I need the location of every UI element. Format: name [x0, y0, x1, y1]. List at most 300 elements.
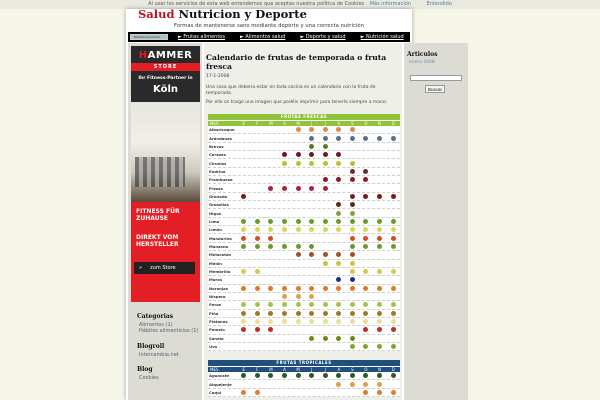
month-cell — [237, 302, 251, 307]
fruit-icon — [268, 373, 273, 378]
top-nav — [128, 32, 410, 42]
month-cell — [332, 211, 346, 216]
fruit-icon — [336, 152, 341, 157]
fruit-icon — [296, 152, 301, 157]
fruit-icon — [336, 161, 341, 166]
fruit-icon — [363, 302, 368, 307]
fruit-icon — [255, 227, 260, 232]
month-cell — [332, 252, 346, 257]
fruit-icon — [350, 373, 355, 378]
fruit-icon — [309, 161, 314, 166]
fruit-icon — [363, 177, 368, 182]
fruit-icon — [309, 319, 314, 324]
fruit-icon — [255, 311, 260, 316]
fruit-icon — [391, 227, 396, 232]
fruit-name: Brevas — [209, 143, 224, 149]
fruit-row — [208, 310, 400, 318]
ad-manager-box[interactable]: Gestión anuncios — [130, 34, 168, 40]
fruit-name: Lima — [209, 218, 220, 224]
fruit-icon — [391, 390, 396, 395]
fruit-row — [208, 201, 400, 209]
nav-nutricion-salud[interactable]: ► Nutrición salud — [360, 34, 404, 40]
zum-store-button[interactable]: » zum Store — [134, 262, 195, 274]
fruit-icon — [268, 236, 273, 241]
month-cell — [373, 327, 387, 332]
archive-link[interactable]: enero 2008 — [409, 60, 435, 65]
blogroll-link[interactable]: Intercambia.net — [139, 352, 179, 358]
fruit-icon — [377, 244, 382, 249]
month-cell — [305, 373, 319, 378]
tropical-calendar-header: FRUTAS TROPICALES — [208, 360, 400, 366]
month-cell — [346, 382, 360, 387]
month-cell — [305, 252, 319, 257]
fruit-icon — [323, 311, 328, 316]
fruit-icon — [323, 186, 328, 191]
mes-label: MES — [210, 121, 219, 126]
month-label: M — [269, 121, 273, 126]
category-alimentos[interactable]: Alimentos (1) — [139, 322, 173, 328]
month-cell — [291, 373, 305, 378]
blogroll-section — [137, 343, 179, 358]
fruit-row — [208, 159, 400, 167]
month-cell — [359, 382, 373, 387]
month-cell — [359, 227, 373, 232]
month-cell — [237, 227, 251, 232]
fruit-row — [208, 218, 400, 226]
fruit-icon — [350, 236, 355, 241]
fruit-icon — [282, 294, 287, 299]
fruit-icon — [363, 382, 368, 387]
fruit-icon — [296, 319, 301, 324]
fruit-icon — [377, 373, 382, 378]
fruit-icon — [350, 319, 355, 324]
month-cell — [373, 302, 387, 307]
fruit-icon — [323, 302, 328, 307]
fruit-icon — [377, 327, 382, 332]
fruit-icon — [336, 252, 341, 257]
fruit-icon — [336, 311, 341, 316]
month-cell — [373, 244, 387, 249]
fruit-icon — [391, 136, 396, 141]
fruit-icon — [296, 227, 301, 232]
month-cell — [386, 227, 400, 232]
month-cell — [332, 127, 346, 132]
fruit-row — [208, 193, 400, 201]
months-row — [208, 366, 400, 372]
fruit-icon — [241, 286, 246, 291]
fruit-icon — [268, 186, 273, 191]
month-cell — [373, 382, 387, 387]
month-cell — [373, 219, 387, 224]
month-cell — [264, 227, 278, 232]
fruit-row — [208, 335, 400, 343]
fruit-icon — [391, 219, 396, 224]
category-habitos[interactable]: Hábitos alimenticios (1) — [139, 328, 199, 334]
fruit-icon — [296, 302, 301, 307]
month-cell — [332, 302, 346, 307]
fruit-icon — [377, 286, 382, 291]
nav-alimentos-salud[interactable]: ► Alimentos salud — [239, 34, 286, 40]
fruit-icon — [296, 186, 301, 191]
cookies-link[interactable]: Cookies — [139, 375, 159, 381]
month-label: M — [296, 121, 300, 126]
fruit-icon — [350, 382, 355, 387]
fruit-name: Higos — [209, 210, 222, 216]
fruit-icon — [241, 327, 246, 332]
fruit-icon — [296, 373, 301, 378]
month-cell — [305, 319, 319, 324]
fruit-row — [208, 293, 400, 301]
fruit-icon — [336, 336, 341, 341]
main-content — [204, 43, 402, 400]
month-cell — [318, 186, 332, 191]
month-cell — [318, 311, 332, 316]
fruit-row — [208, 343, 400, 351]
nav-frutas-alimentos[interactable]: ► Frutas alimentos — [178, 34, 225, 40]
month-cell — [373, 344, 387, 349]
fruit-name: Manzana — [209, 243, 229, 249]
blogroll-heading: Blogroll — [137, 343, 165, 350]
month-cell — [264, 327, 278, 332]
month-cell — [251, 319, 265, 324]
month-cell — [251, 219, 265, 224]
month-cell — [386, 244, 400, 249]
fruit-icon — [377, 136, 382, 141]
fruit-icon — [323, 252, 328, 257]
month-cell — [264, 244, 278, 249]
fruit-icon — [377, 227, 382, 232]
fruit-icon — [323, 127, 328, 132]
month-label: O — [364, 367, 368, 372]
fruit-icon — [350, 261, 355, 266]
month-cell — [305, 244, 319, 249]
fruit-icon — [282, 244, 287, 249]
fruit-icon — [241, 390, 246, 395]
fruit-row — [208, 168, 400, 176]
site-title-red: Salud — [138, 7, 175, 21]
fruit-icon — [309, 244, 314, 249]
month-cell — [237, 390, 251, 395]
fruit-icon — [241, 319, 246, 324]
fruit-icon — [391, 286, 396, 291]
fruit-icon — [309, 294, 314, 299]
fruit-row — [208, 209, 400, 217]
fruit-icon — [268, 327, 273, 332]
fruit-icon — [350, 194, 355, 199]
accept-cookies-button[interactable]: Entendido — [426, 1, 452, 7]
month-cell — [332, 161, 346, 166]
month-cell — [318, 177, 332, 182]
fruit-icon — [309, 127, 314, 132]
month-cell — [332, 261, 346, 266]
month-label: D — [391, 367, 395, 372]
fruit-icon — [255, 390, 260, 395]
month-cell — [278, 219, 292, 224]
month-cell — [305, 219, 319, 224]
fruit-icon — [363, 373, 368, 378]
month-cell — [237, 286, 251, 291]
fruit-icon — [255, 302, 260, 307]
fruit-icon — [336, 302, 341, 307]
fruit-name: Sandía — [209, 335, 224, 341]
fruit-name: Granada — [209, 193, 228, 199]
fruit-icon — [336, 177, 341, 182]
month-cell — [346, 373, 360, 378]
month-cell — [251, 327, 265, 332]
store-label: STORE — [131, 63, 200, 71]
fruit-icon — [350, 211, 355, 216]
fruit-icon — [323, 319, 328, 324]
fruit-name: Níspero — [209, 294, 226, 300]
month-cell — [318, 319, 332, 324]
month-cell — [332, 277, 346, 282]
fruit-name: Caqui — [209, 389, 222, 395]
search-button[interactable]: Buscar — [425, 85, 445, 93]
fruit-icon — [282, 311, 287, 316]
month-cell — [264, 286, 278, 291]
fruit-icon — [323, 373, 328, 378]
fruit-icon — [350, 286, 355, 291]
month-cell — [278, 244, 292, 249]
month-cell — [291, 244, 305, 249]
fruit-row — [208, 389, 400, 397]
fruit-icon — [282, 302, 287, 307]
fruit-icon — [377, 194, 382, 199]
month-cell — [386, 390, 400, 395]
fruit-icon — [363, 219, 368, 224]
month-cell — [386, 302, 400, 307]
tropical-fruit-calendar — [208, 360, 400, 397]
blog-heading: Blog — [137, 366, 153, 373]
month-cell — [251, 311, 265, 316]
fruit-name: Limón — [209, 227, 222, 233]
month-cell — [264, 219, 278, 224]
month-cell — [291, 161, 305, 166]
month-cell — [359, 311, 373, 316]
fruit-icon — [350, 227, 355, 232]
month-label: A — [283, 121, 286, 126]
fruit-icon — [363, 227, 368, 232]
month-cell — [318, 227, 332, 232]
fruit-icon — [336, 277, 341, 282]
month-cell — [278, 161, 292, 166]
month-cell — [305, 127, 319, 132]
month-cell — [291, 152, 305, 157]
month-cell — [346, 169, 360, 174]
fruit-icon — [282, 286, 287, 291]
month-cell — [251, 244, 265, 249]
month-cell — [251, 269, 265, 274]
fruit-icon — [309, 144, 314, 149]
month-label: A — [283, 367, 286, 372]
fruit-icon — [336, 127, 341, 132]
fruit-icon — [336, 202, 341, 207]
month-cell — [237, 194, 251, 199]
fresh-fruit-calendar — [208, 114, 400, 351]
month-label: M — [269, 367, 273, 372]
month-cell — [278, 286, 292, 291]
fruit-icon — [391, 327, 396, 332]
month-cell — [278, 186, 292, 191]
site-title[interactable] — [138, 7, 307, 21]
fruit-row — [208, 301, 400, 309]
fruit-icon — [241, 236, 246, 241]
month-cell — [359, 169, 373, 174]
right-sidebar — [404, 43, 468, 400]
fruit-name: Albaricoque — [209, 127, 235, 133]
fruit-icon — [296, 311, 301, 316]
month-cell — [237, 319, 251, 324]
month-cell — [346, 311, 360, 316]
fruit-icon — [268, 311, 273, 316]
month-cell — [346, 177, 360, 182]
month-label: O — [364, 121, 368, 126]
month-cell — [278, 302, 292, 307]
nav-deporte-salud[interactable]: ► Deporte y salud — [300, 34, 346, 40]
fruit-icon — [323, 261, 328, 266]
fruit-name: Plátanos — [209, 319, 228, 325]
fruit-icon — [268, 227, 273, 232]
month-cell — [346, 127, 360, 132]
fruit-icon — [350, 169, 355, 174]
month-cell — [278, 227, 292, 232]
fruit-icon — [268, 302, 273, 307]
month-cell — [373, 236, 387, 241]
fruit-icon — [282, 219, 287, 224]
month-cell — [346, 286, 360, 291]
month-cell — [346, 227, 360, 232]
fruit-icon — [241, 373, 246, 378]
fruit-icon — [323, 227, 328, 232]
fruit-name: Alquejenje — [209, 381, 232, 387]
fruit-icon — [336, 319, 341, 324]
left-sidebar — [128, 43, 202, 400]
month-cell — [332, 202, 346, 207]
month-cell — [373, 311, 387, 316]
fruit-icon — [282, 186, 287, 191]
fruit-row — [208, 260, 400, 268]
fruit-icon — [391, 236, 396, 241]
month-cell — [359, 302, 373, 307]
month-cell — [237, 269, 251, 274]
fruit-icon — [377, 319, 382, 324]
month-cell — [373, 227, 387, 232]
fruit-icon — [336, 136, 341, 141]
month-cell — [318, 373, 332, 378]
month-cell — [346, 219, 360, 224]
fruit-name: Uva — [209, 344, 218, 350]
fruit-icon — [391, 302, 396, 307]
hammer-logo: HAMMER — [138, 50, 193, 61]
month-label: E — [242, 367, 246, 372]
fruit-icon — [350, 202, 355, 207]
gym-photo — [131, 102, 200, 202]
month-cell — [318, 152, 332, 157]
month-cell — [278, 373, 292, 378]
month-cell — [346, 194, 360, 199]
fruit-icon — [350, 252, 355, 257]
fruit-icon — [350, 344, 355, 349]
fruit-icon — [350, 336, 355, 341]
fruit-icon — [323, 336, 328, 341]
month-cell — [251, 302, 265, 307]
month-cell — [237, 244, 251, 249]
month-cell — [373, 373, 387, 378]
month-label: N — [378, 121, 382, 126]
fruit-icon — [323, 161, 328, 166]
month-cell — [318, 286, 332, 291]
fruit-icon — [241, 194, 246, 199]
month-label: A — [337, 367, 341, 372]
month-cell — [237, 327, 251, 332]
month-cell — [386, 286, 400, 291]
fruit-icon — [296, 286, 301, 291]
fruit-icon — [350, 177, 355, 182]
ad-tagline: Ihr Fitness-Partner in — [138, 76, 193, 81]
fruit-icon — [363, 327, 368, 332]
month-cell — [359, 177, 373, 182]
month-cell — [386, 373, 400, 378]
fruit-icon — [255, 244, 260, 249]
more-info-link[interactable]: Más información — [369, 1, 411, 7]
month-cell — [346, 344, 360, 349]
month-cell — [251, 286, 265, 291]
fruit-icon — [309, 152, 314, 157]
fruit-icon — [363, 194, 368, 199]
fruit-icon — [323, 177, 328, 182]
month-cell — [264, 302, 278, 307]
fruit-icon — [282, 227, 287, 232]
hammer-ad-banner[interactable] — [131, 46, 200, 302]
month-label: A — [337, 121, 341, 126]
fruit-name: Peras — [209, 302, 222, 308]
fruit-icon — [309, 336, 314, 341]
month-cell — [386, 344, 400, 349]
fruit-icon — [377, 302, 382, 307]
fruit-icon — [336, 286, 341, 291]
fruit-icon — [336, 227, 341, 232]
month-cell — [386, 327, 400, 332]
fruit-icon — [350, 161, 355, 166]
fruit-icon — [255, 219, 260, 224]
fruit-icon — [268, 286, 273, 291]
month-cell — [359, 286, 373, 291]
month-cell — [386, 194, 400, 199]
fruit-icon — [268, 244, 273, 249]
fruit-icon — [309, 186, 314, 191]
month-cell — [291, 286, 305, 291]
month-cell — [346, 244, 360, 249]
fruit-icon — [241, 219, 246, 224]
month-cell — [251, 236, 265, 241]
month-cell — [332, 311, 346, 316]
month-cell — [359, 373, 373, 378]
fruit-icon — [255, 286, 260, 291]
month-cell — [346, 336, 360, 341]
fruit-icon — [391, 269, 396, 274]
month-cell — [305, 186, 319, 191]
post-title[interactable]: Calendario de frutas de temporada o fruta fresca — [206, 53, 387, 71]
month-cell — [291, 294, 305, 299]
month-cell — [332, 136, 346, 141]
fruit-row — [208, 251, 400, 259]
month-cell — [373, 194, 387, 199]
month-cell — [237, 236, 251, 241]
month-cell — [264, 311, 278, 316]
search-input[interactable] — [410, 75, 462, 81]
month-cell — [264, 319, 278, 324]
month-label: D — [391, 121, 395, 126]
